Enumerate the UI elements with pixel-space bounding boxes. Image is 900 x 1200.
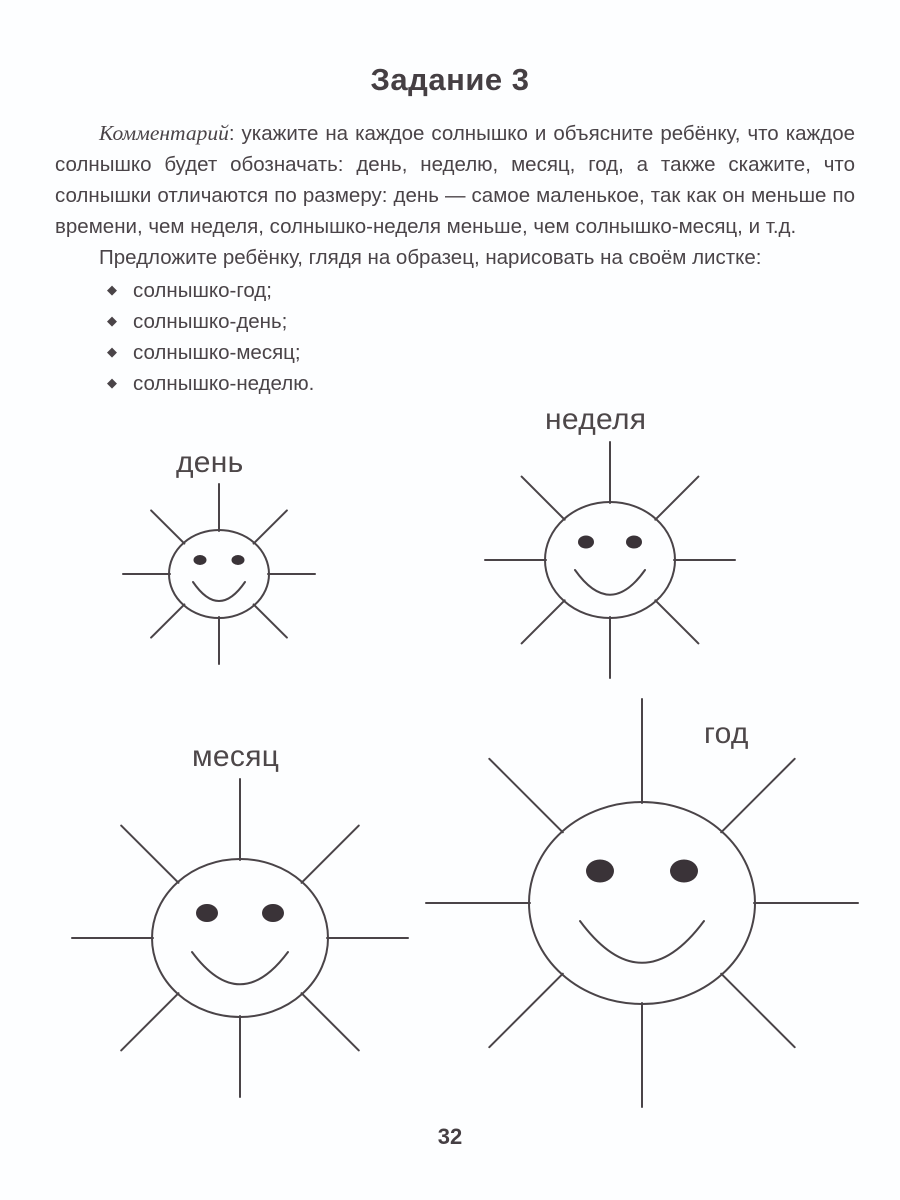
- list-item: [55, 275, 855, 306]
- sun-smile: [580, 921, 704, 963]
- sun-label-den: день: [176, 446, 244, 479]
- instruction-text-block: [55, 118, 855, 399]
- sun-label-mesyac: месяц: [192, 740, 280, 773]
- sun-body-circle: [529, 802, 755, 1004]
- sun-ray-5: [489, 974, 563, 1047]
- list-item-label: солнышко-день;: [133, 310, 288, 333]
- sun-eye-right: [232, 555, 245, 565]
- list-item: [55, 368, 855, 399]
- sun-ray-1: [302, 826, 359, 883]
- sun-eye-left: [586, 860, 614, 883]
- sun-ray-3: [721, 974, 795, 1047]
- sun-ray-3: [302, 993, 359, 1050]
- sun-figure-god: [426, 699, 858, 1107]
- sun-ray-1: [254, 510, 287, 543]
- sun-ray-5: [522, 600, 565, 643]
- sun-ray-5: [121, 993, 178, 1050]
- sun-ray-7: [121, 826, 178, 883]
- sun-label-god: год: [704, 717, 749, 750]
- sun-body-circle: [152, 859, 328, 1017]
- sun-eye-left: [578, 536, 594, 549]
- sun-figure-mesyac: [72, 779, 408, 1097]
- sun-eye-right: [626, 536, 642, 549]
- list-item-label: солнышко-месяц;: [133, 341, 301, 364]
- sun-ray-7: [522, 477, 565, 520]
- sun-ray-5: [151, 604, 184, 637]
- sun-smile: [192, 952, 288, 984]
- sun-smile: [575, 570, 645, 595]
- comment-paragraph: [55, 118, 855, 242]
- list-item: [55, 337, 855, 368]
- sun-eye-left: [196, 904, 218, 922]
- list-item-label: солнышко-неделю.: [133, 372, 315, 395]
- page-title: Задание 3: [370, 62, 530, 97]
- diamond-bullet-icon: ◆: [107, 375, 117, 390]
- sun-eye-right: [670, 860, 698, 883]
- sun-ray-1: [655, 477, 698, 520]
- sun-eye-left: [194, 555, 207, 565]
- list-item-label: солнышко-год;: [133, 279, 272, 302]
- comment-label: Комментарий: [99, 121, 229, 145]
- sun-figure-den: [123, 484, 315, 664]
- sun-ray-3: [254, 604, 287, 637]
- sun-body-circle: [169, 530, 269, 618]
- diamond-bullet-icon: ◆: [107, 313, 117, 328]
- sun-body-circle: [545, 502, 675, 618]
- list-item: [55, 306, 855, 337]
- sun-smile: [193, 582, 245, 601]
- instruction-paragraph: Предложите ребёнку, глядя на образец, нарисовать на своём листке:: [99, 246, 762, 269]
- sun-ray-7: [151, 510, 184, 543]
- diamond-bullet-icon: ◆: [107, 282, 117, 297]
- sun-ray-7: [489, 759, 563, 833]
- drawing-task-list: [55, 275, 855, 399]
- sun-figure-nedelya: [485, 442, 735, 678]
- sun-ray-3: [655, 600, 698, 643]
- diamond-bullet-icon: ◆: [107, 344, 117, 359]
- page-number: 32: [437, 1124, 463, 1149]
- sun-eye-right: [262, 904, 284, 922]
- sun-label-nedelya: неделя: [545, 403, 647, 436]
- comment-body: : укажите на каждое солнышко и объясните ребёнку, что каждое солнышко будет обозначать: день, неделю, месяц, год, а также скажите, что солнышки отличаются по размеру: день — самое маленькое, так как он меньше по времени, чем неделя, солнышко-неделя меньше, чем солнышко-месяц, и т.д.: [55, 122, 855, 238]
- sun-ray-1: [721, 759, 795, 833]
